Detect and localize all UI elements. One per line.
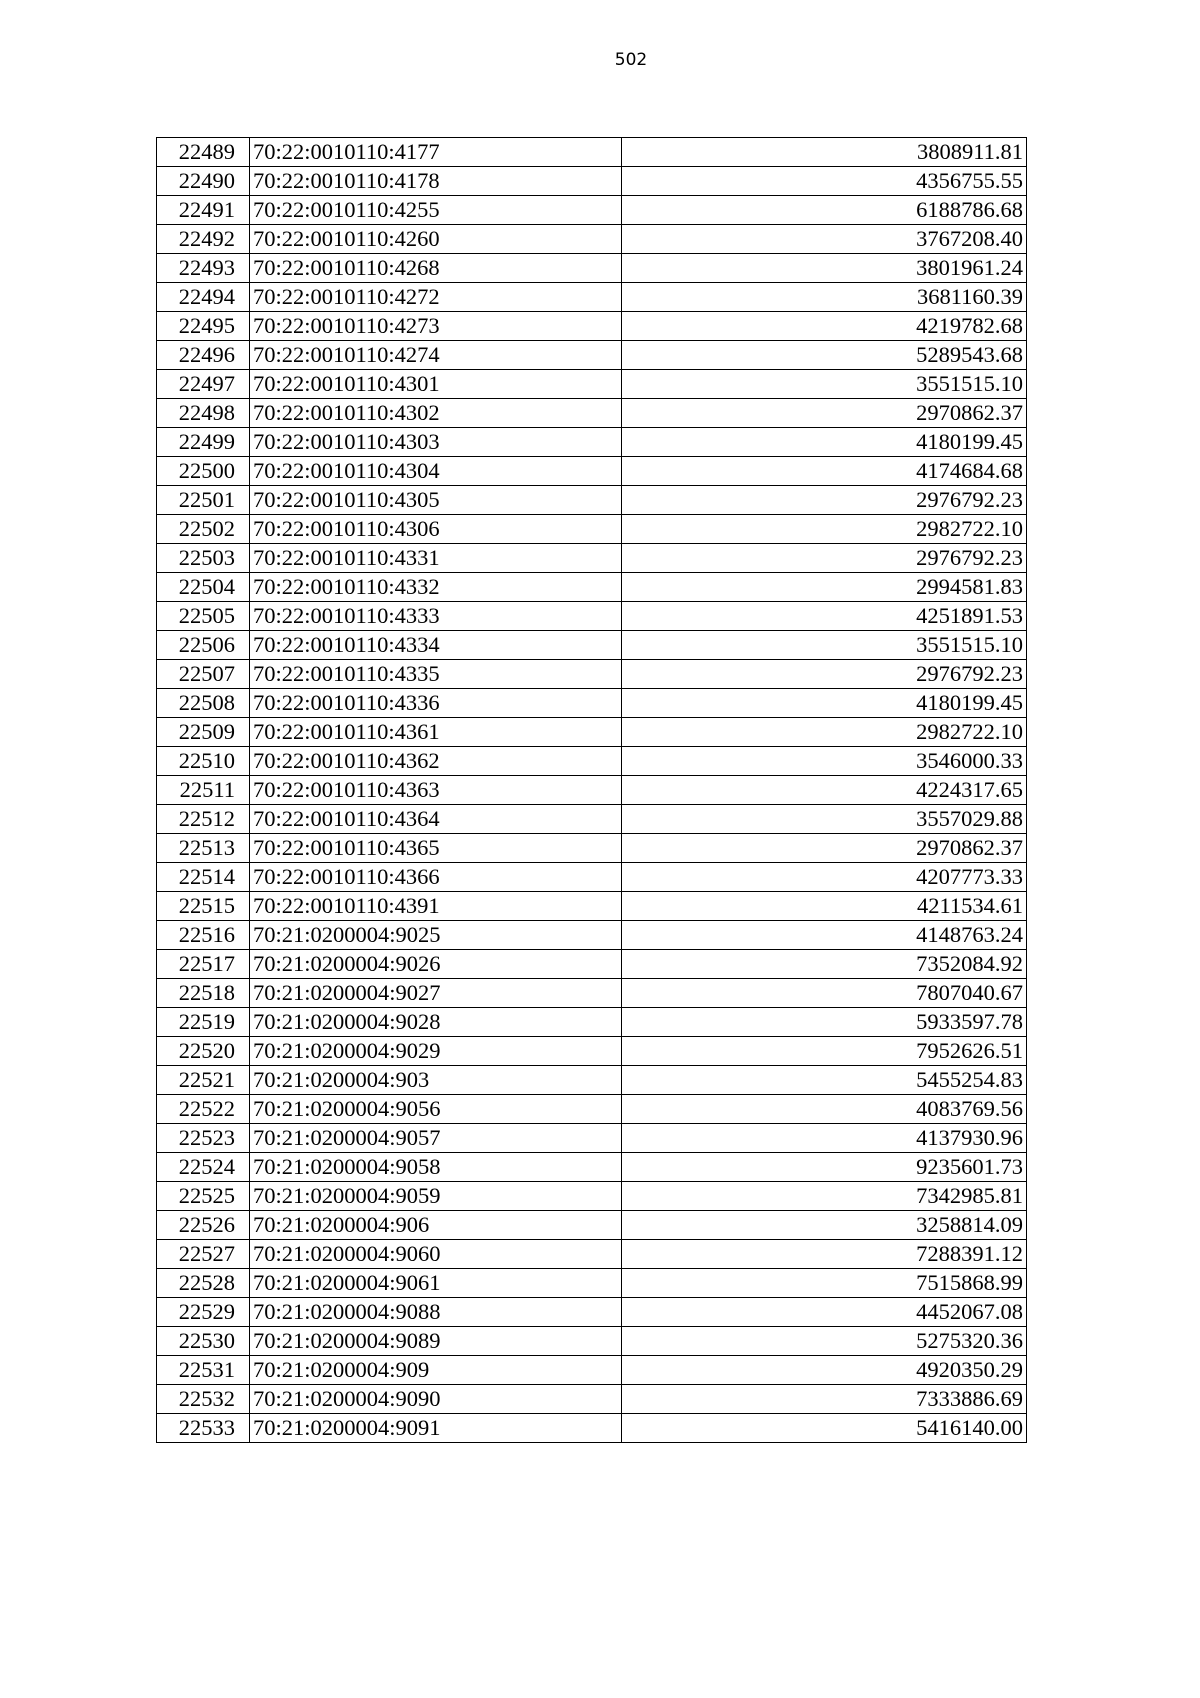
cadastral-number-cell: 70:21:0200004:903 xyxy=(250,1066,622,1095)
table-body xyxy=(157,138,1027,1443)
table-row xyxy=(157,225,1027,254)
cadastral-number-cell: 70:21:0200004:9088 xyxy=(250,1298,622,1327)
row-number-cell: 22492 xyxy=(157,225,250,254)
cadastral-value-cell: 4211534.61 xyxy=(622,892,1027,921)
cadastral-value-cell: 4251891.53 xyxy=(622,602,1027,631)
table-row xyxy=(157,167,1027,196)
table-row xyxy=(157,1414,1027,1443)
table-row xyxy=(157,602,1027,631)
cadastral-value-cell: 3546000.33 xyxy=(622,747,1027,776)
table-row xyxy=(157,399,1027,428)
cadastral-number-cell: 70:21:0200004:906 xyxy=(250,1211,622,1240)
cadastral-number-cell: 70:22:0010110:4361 xyxy=(250,718,622,747)
cadastral-value-cell: 5275320.36 xyxy=(622,1327,1027,1356)
row-number-cell: 22509 xyxy=(157,718,250,747)
row-number-cell: 22497 xyxy=(157,370,250,399)
table-row xyxy=(157,776,1027,805)
table-row xyxy=(157,892,1027,921)
row-number-cell: 22525 xyxy=(157,1182,250,1211)
table-row xyxy=(157,1124,1027,1153)
cadastral-number-cell: 70:22:0010110:4364 xyxy=(250,805,622,834)
row-number-cell: 22528 xyxy=(157,1269,250,1298)
row-number-cell: 22520 xyxy=(157,1037,250,1066)
row-number-cell: 22524 xyxy=(157,1153,250,1182)
cadastral-number-cell: 70:21:0200004:9091 xyxy=(250,1414,622,1443)
table-row xyxy=(157,370,1027,399)
row-number-cell: 22510 xyxy=(157,747,250,776)
row-number-cell: 22494 xyxy=(157,283,250,312)
cadastral-value-cell: 2976792.23 xyxy=(622,544,1027,573)
row-number-cell: 22505 xyxy=(157,602,250,631)
cadastral-value-cell: 7807040.67 xyxy=(622,979,1027,1008)
cadastral-number-cell: 70:22:0010110:4335 xyxy=(250,660,622,689)
table-row xyxy=(157,1211,1027,1240)
table-row xyxy=(157,312,1027,341)
row-number-cell: 22529 xyxy=(157,1298,250,1327)
table-row xyxy=(157,660,1027,689)
cadastral-value-cell: 4920350.29 xyxy=(622,1356,1027,1385)
cadastral-value-cell: 4207773.33 xyxy=(622,863,1027,892)
table-row xyxy=(157,573,1027,602)
cadastral-number-cell: 70:22:0010110:4302 xyxy=(250,399,622,428)
cadastral-number-cell: 70:22:0010110:4332 xyxy=(250,573,622,602)
row-number-cell: 22533 xyxy=(157,1414,250,1443)
row-number-cell: 22531 xyxy=(157,1356,250,1385)
cadastral-number-cell: 70:22:0010110:4273 xyxy=(250,312,622,341)
cadastral-number-cell: 70:22:0010110:4177 xyxy=(250,138,622,167)
cadastral-number-cell: 70:21:0200004:9061 xyxy=(250,1269,622,1298)
cadastral-number-cell: 70:22:0010110:4255 xyxy=(250,196,622,225)
table-row xyxy=(157,1327,1027,1356)
cadastral-value-cell: 5933597.78 xyxy=(622,1008,1027,1037)
cadastral-value-cell: 4356755.55 xyxy=(622,167,1027,196)
cadastral-number-cell: 70:21:0200004:909 xyxy=(250,1356,622,1385)
cadastral-value-cell: 3808911.81 xyxy=(622,138,1027,167)
table-row xyxy=(157,1240,1027,1269)
row-number-cell: 22493 xyxy=(157,254,250,283)
cadastral-value-cell: 3557029.88 xyxy=(622,805,1027,834)
cadastral-number-cell: 70:21:0200004:9025 xyxy=(250,921,622,950)
row-number-cell: 22521 xyxy=(157,1066,250,1095)
cadastral-value-cell: 4180199.45 xyxy=(622,689,1027,718)
table-row xyxy=(157,1269,1027,1298)
cadastral-number-cell: 70:22:0010110:4391 xyxy=(250,892,622,921)
cadastral-value-cell: 9235601.73 xyxy=(622,1153,1027,1182)
row-number-cell: 22515 xyxy=(157,892,250,921)
cadastral-value-cell: 2970862.37 xyxy=(622,834,1027,863)
cadastral-number-cell: 70:22:0010110:4363 xyxy=(250,776,622,805)
cadastral-value-cell: 2982722.10 xyxy=(622,515,1027,544)
cadastral-number-cell: 70:22:0010110:4333 xyxy=(250,602,622,631)
cadastral-value-cell: 3551515.10 xyxy=(622,370,1027,399)
cadastral-number-cell: 70:21:0200004:9059 xyxy=(250,1182,622,1211)
cadastral-value-cell: 5455254.83 xyxy=(622,1066,1027,1095)
cadastral-number-cell: 70:22:0010110:4274 xyxy=(250,341,622,370)
table-row xyxy=(157,805,1027,834)
cadastral-value-cell: 2970862.37 xyxy=(622,399,1027,428)
cadastral-value-cell: 4224317.65 xyxy=(622,776,1027,805)
cadastral-value-cell: 7352084.92 xyxy=(622,950,1027,979)
row-number-cell: 22517 xyxy=(157,950,250,979)
cadastral-number-cell: 70:21:0200004:9028 xyxy=(250,1008,622,1037)
cadastral-value-cell: 3681160.39 xyxy=(622,283,1027,312)
table-row xyxy=(157,283,1027,312)
cadastral-number-cell: 70:22:0010110:4365 xyxy=(250,834,622,863)
table-row xyxy=(157,834,1027,863)
row-number-cell: 22527 xyxy=(157,1240,250,1269)
cadastral-value-cell: 7515868.99 xyxy=(622,1269,1027,1298)
table-row xyxy=(157,1095,1027,1124)
table-row xyxy=(157,1385,1027,1414)
row-number-cell: 22489 xyxy=(157,138,250,167)
cadastral-number-cell: 70:21:0200004:9056 xyxy=(250,1095,622,1124)
table-row xyxy=(157,631,1027,660)
cadastral-number-cell: 70:21:0200004:9029 xyxy=(250,1037,622,1066)
cadastral-value-cell: 4180199.45 xyxy=(622,428,1027,457)
table-row xyxy=(157,1037,1027,1066)
table-row xyxy=(157,863,1027,892)
table-row xyxy=(157,747,1027,776)
cadastral-value-cell: 2994581.83 xyxy=(622,573,1027,602)
cadastral-number-cell: 70:22:0010110:4272 xyxy=(250,283,622,312)
cadastral-number-cell: 70:21:0200004:9027 xyxy=(250,979,622,1008)
cadastral-number-cell: 70:21:0200004:9058 xyxy=(250,1153,622,1182)
table-row xyxy=(157,457,1027,486)
cadastral-value-cell: 5289543.68 xyxy=(622,341,1027,370)
row-number-cell: 22495 xyxy=(157,312,250,341)
cadastral-number-cell: 70:22:0010110:4306 xyxy=(250,515,622,544)
cadastral-value-cell: 3801961.24 xyxy=(622,254,1027,283)
row-number-cell: 22514 xyxy=(157,863,250,892)
row-number-cell: 22498 xyxy=(157,399,250,428)
row-number-cell: 22501 xyxy=(157,486,250,515)
cadastral-value-table xyxy=(156,137,1027,1443)
row-number-cell: 22491 xyxy=(157,196,250,225)
cadastral-value-cell: 3767208.40 xyxy=(622,225,1027,254)
table-row xyxy=(157,515,1027,544)
row-number-cell: 22513 xyxy=(157,834,250,863)
row-number-cell: 22530 xyxy=(157,1327,250,1356)
page-number: 502 xyxy=(614,50,648,70)
cadastral-value-cell: 6188786.68 xyxy=(622,196,1027,225)
table-row xyxy=(157,1066,1027,1095)
cadastral-value-cell: 2976792.23 xyxy=(622,660,1027,689)
row-number-cell: 22523 xyxy=(157,1124,250,1153)
cadastral-value-cell: 3551515.10 xyxy=(622,631,1027,660)
cadastral-value-cell: 2982722.10 xyxy=(622,718,1027,747)
cadastral-number-cell: 70:22:0010110:4366 xyxy=(250,863,622,892)
cadastral-number-cell: 70:22:0010110:4305 xyxy=(250,486,622,515)
cadastral-value-cell: 4137930.96 xyxy=(622,1124,1027,1153)
cadastral-number-cell: 70:21:0200004:9090 xyxy=(250,1385,622,1414)
cadastral-number-cell: 70:21:0200004:9026 xyxy=(250,950,622,979)
table-row xyxy=(157,950,1027,979)
row-number-cell: 22522 xyxy=(157,1095,250,1124)
cadastral-number-cell: 70:22:0010110:4331 xyxy=(250,544,622,573)
table-row xyxy=(157,428,1027,457)
cadastral-number-cell: 70:22:0010110:4303 xyxy=(250,428,622,457)
cadastral-value-cell: 3258814.09 xyxy=(622,1211,1027,1240)
cadastral-value-cell: 4452067.08 xyxy=(622,1298,1027,1327)
cadastral-value-cell: 4174684.68 xyxy=(622,457,1027,486)
row-number-cell: 22496 xyxy=(157,341,250,370)
row-number-cell: 22503 xyxy=(157,544,250,573)
row-number-cell: 22518 xyxy=(157,979,250,1008)
table-row xyxy=(157,1008,1027,1037)
row-number-cell: 22490 xyxy=(157,167,250,196)
cadastral-value-cell: 7333886.69 xyxy=(622,1385,1027,1414)
cadastral-value-cell: 2976792.23 xyxy=(622,486,1027,515)
row-number-cell: 22519 xyxy=(157,1008,250,1037)
table-row xyxy=(157,196,1027,225)
table-row xyxy=(157,718,1027,747)
table-row xyxy=(157,544,1027,573)
cadastral-number-cell: 70:22:0010110:4336 xyxy=(250,689,622,718)
table-row xyxy=(157,138,1027,167)
row-number-cell: 22504 xyxy=(157,573,250,602)
cadastral-value-cell: 7952626.51 xyxy=(622,1037,1027,1066)
cadastral-value-cell: 4083769.56 xyxy=(622,1095,1027,1124)
row-number-cell: 22526 xyxy=(157,1211,250,1240)
row-number-cell: 22502 xyxy=(157,515,250,544)
table-row xyxy=(157,689,1027,718)
cadastral-number-cell: 70:21:0200004:9089 xyxy=(250,1327,622,1356)
table-row xyxy=(157,254,1027,283)
table-row xyxy=(157,341,1027,370)
row-number-cell: 22500 xyxy=(157,457,250,486)
cadastral-value-cell: 7288391.12 xyxy=(622,1240,1027,1269)
row-number-cell: 22506 xyxy=(157,631,250,660)
row-number-cell: 22508 xyxy=(157,689,250,718)
row-number-cell: 22512 xyxy=(157,805,250,834)
table-row xyxy=(157,1153,1027,1182)
row-number-cell: 22516 xyxy=(157,921,250,950)
row-number-cell: 22499 xyxy=(157,428,250,457)
cadastral-value-cell: 4148763.24 xyxy=(622,921,1027,950)
table-row xyxy=(157,486,1027,515)
cadastral-number-cell: 70:22:0010110:4304 xyxy=(250,457,622,486)
table-row xyxy=(157,1182,1027,1211)
cadastral-number-cell: 70:21:0200004:9057 xyxy=(250,1124,622,1153)
cadastral-number-cell: 70:22:0010110:4301 xyxy=(250,370,622,399)
cadastral-value-table-container xyxy=(156,137,1027,1443)
cadastral-number-cell: 70:21:0200004:9060 xyxy=(250,1240,622,1269)
cadastral-value-cell: 5416140.00 xyxy=(622,1414,1027,1443)
cadastral-number-cell: 70:22:0010110:4178 xyxy=(250,167,622,196)
row-number-cell: 22532 xyxy=(157,1385,250,1414)
row-number-cell: 22511 xyxy=(157,776,250,805)
table-row xyxy=(157,1298,1027,1327)
cadastral-value-cell: 4219782.68 xyxy=(622,312,1027,341)
table-row xyxy=(157,1356,1027,1385)
row-number-cell: 22507 xyxy=(157,660,250,689)
cadastral-number-cell: 70:22:0010110:4268 xyxy=(250,254,622,283)
cadastral-value-cell: 7342985.81 xyxy=(622,1182,1027,1211)
cadastral-number-cell: 70:22:0010110:4334 xyxy=(250,631,622,660)
cadastral-number-cell: 70:22:0010110:4260 xyxy=(250,225,622,254)
cadastral-number-cell: 70:22:0010110:4362 xyxy=(250,747,622,776)
table-row xyxy=(157,979,1027,1008)
table-row xyxy=(157,921,1027,950)
